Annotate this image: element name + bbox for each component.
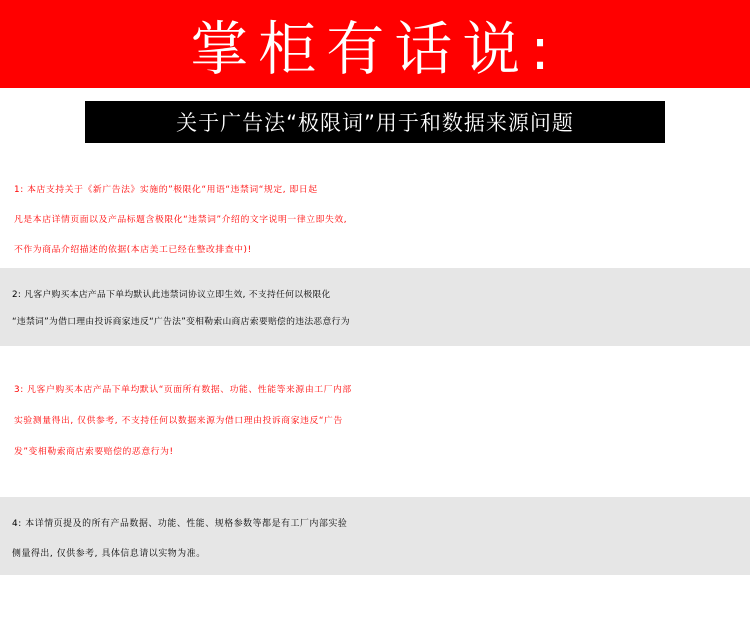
- notice-2: [0, 268, 750, 346]
- notice-line: 发”变相勒索商店索要赔偿的恶意行为!: [14, 447, 174, 457]
- notice-line: 不作为商品介绍描述的依据(本店美工已经在整改排查中)!: [14, 245, 252, 255]
- notice-line: 2: 凡客户购买本店产品下单均默认此违禁词协议立即生效, 不支持任何以极限化: [12, 290, 331, 300]
- subheader-bar: [85, 101, 665, 143]
- banner-title: 掌柜有话说:: [190, 15, 560, 83]
- notice-1: [0, 175, 750, 265]
- notice-line: 实验测量得出, 仅供参考, 不支持任何以数据来源为借口理由投诉商家违反“广告: [14, 416, 343, 426]
- header-banner: [0, 0, 750, 88]
- notice-line: 1: 本店支持关于《新广告法》实施的”极限化“用语“违禁词“规定, 即日起: [14, 185, 318, 195]
- notice-line: 3: 凡客户购买本店产品下单均默认“页面所有数据、功能、性能等来源由工厂内部: [14, 385, 352, 395]
- notice-line: 侧量得出, 仅供参考, 具体信息请以实物为准。: [12, 549, 206, 559]
- notice-line: 凡是本店详情页面以及产品标题含极限化“违禁词”介绍的文字说明一律立即失效,: [14, 215, 348, 225]
- notice-3: [0, 375, 750, 468]
- notice-line: 4: 本详情页提及的所有产品数据、功能、性能、规格参数等都是有工厂内部实验: [12, 519, 348, 529]
- notice-4: [0, 497, 750, 575]
- subheader-text: 关于广告法“极限词”用于和数据来源问题: [176, 111, 574, 135]
- notice-line: “违禁词”为借口理由投诉商家违反“广告法”变相勒索山商店索要赔偿的违法恶意行为: [12, 317, 350, 327]
